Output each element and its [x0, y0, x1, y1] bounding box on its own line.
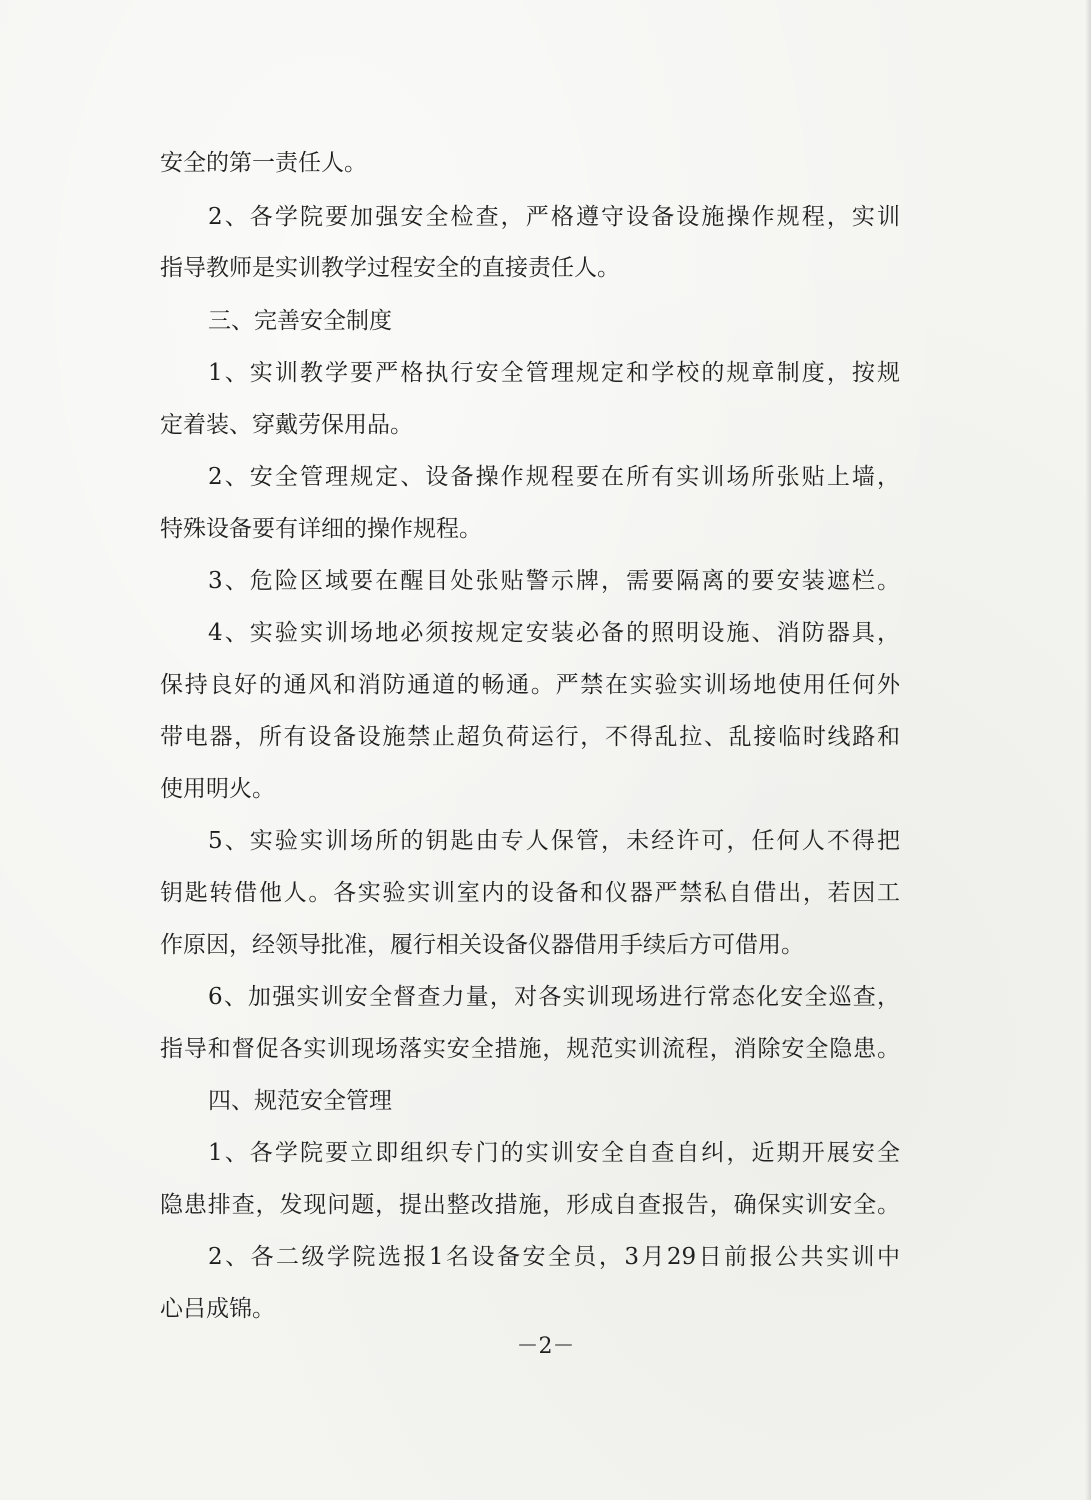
paragraph-line: 6、加强实训安全督查力量，对各实训现场进行常态化安全巡查， — [208, 984, 900, 1010]
paragraph-line: 特殊设备要有详细的操作规程。 — [160, 516, 482, 542]
paragraph-line: 带电器，所有设备设施禁止超负荷运行，不得乱拉、乱接临时线路和 — [160, 724, 900, 750]
paragraph-line: 1、各学院要立即组织专门的实训安全自查自纠，近期开展安全 — [208, 1140, 900, 1166]
paragraph-line: 心吕成锦。 — [160, 1296, 275, 1322]
page-number: －2－ — [516, 1334, 575, 1359]
paragraph-line: 作原因，经领导批准，履行相关设备仪器借用手续后方可借用。 — [160, 932, 804, 958]
paragraph-line: 安全的第一责任人。 — [160, 150, 367, 176]
paragraph-line: 5、实验实训场所的钥匙由专人保管，未经许可，任何人不得把 — [208, 828, 900, 854]
paragraph-line: 钥匙转借他人。各实验实训室内的设备和仪器严禁私自借出，若因工 — [160, 880, 900, 906]
paragraph-line: 定着装、穿戴劳保用品。 — [160, 412, 413, 438]
paragraph-line: 2、各学院要加强安全检查，严格遵守设备设施操作规程，实训 — [208, 204, 900, 230]
page-edge-shadow — [1085, 0, 1091, 1500]
paragraph-line: 4、实验实训场地必须按规定安装必备的照明设施、消防器具， — [208, 620, 900, 646]
paragraph-line: 使用明火。 — [160, 776, 275, 802]
paragraph-line: 指导教师是实训教学过程安全的直接责任人。 — [160, 255, 620, 281]
paragraph-line: 1、实训教学要严格执行安全管理规定和学校的规章制度，按规 — [208, 360, 900, 386]
paragraph-line: 2、安全管理规定、设备操作规程要在所有实训场所张贴上墙， — [208, 464, 900, 490]
paragraph-line: 2、各二级学院选报1名设备安全员，3月29日前报公共实训中 — [208, 1244, 900, 1270]
paragraph-line: 保持良好的通风和消防通道的畅通。严禁在实验实训场地使用任何外 — [160, 672, 900, 698]
section-heading: 四、规范安全管理 — [208, 1088, 392, 1114]
paragraph-line: 3、危险区域要在醒目处张贴警示牌，需要隔离的要安装遮栏。 — [208, 568, 900, 594]
section-heading: 三、完善安全制度 — [208, 308, 392, 334]
paragraph-line: 隐患排查，发现问题，提出整改措施，形成自查报告，确保实训安全。 — [160, 1192, 900, 1218]
paragraph-line: 指导和督促各实训现场落实安全措施，规范实训流程，消除安全隐患。 — [160, 1036, 900, 1062]
